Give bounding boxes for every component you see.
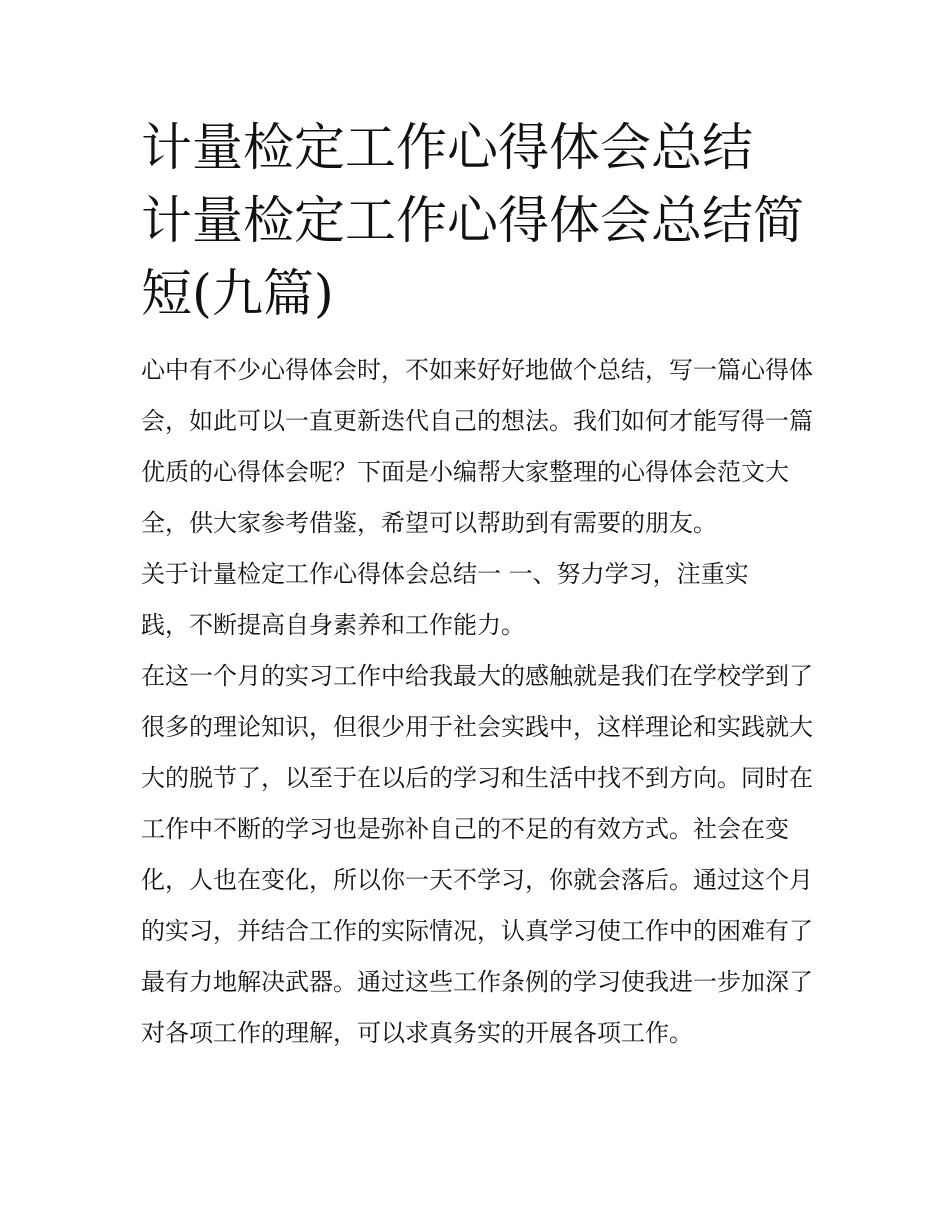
document-title: 计量检定工作心得体会总结 计量检定工作心得体会总结简短(九篇) [141, 119, 805, 324]
section-heading-line: 关于计量检定工作心得体会总结一 一、努力学习，注重实 [141, 560, 749, 588]
document-content [141, 112, 813, 1059]
body-paragraph: 在这一个月的实习工作中给我最大的感触就是我们在学校学到了很多的理论知识，但很少用于社会实践中，这样理论和实践就大大的脱节了，以至于在以后的学习和生活中找不到方向。同时在工作中不断的学习也是弥补自己的不足的有效方式。社会在变化，人也在变化，所以你一天不学习，你就会落后。通过这个月的实习，并结合工作的实际情况，认真学习使工作中的困难有了最有力地解决武器。通过这些工作条例的学习使我进一步加深了对各项工作的理解，可以求真务实的开展各项工作。 [141, 662, 813, 1047]
document-body [141, 345, 813, 1059]
section-heading-continuation: 践，不断提高自身素养和工作能力。 [141, 611, 525, 639]
intro-paragraph: 心中有不少心得体会时，不如来好好地做个总结，写一篇心得体会，如此可以一直更新迭代自己的想法。我们如何才能写得一篇优质的心得体会呢？下面是小编帮大家整理的心得体会范文大全，供大家参考借鉴，希望可以帮助到有需要的朋友。 [141, 356, 813, 537]
